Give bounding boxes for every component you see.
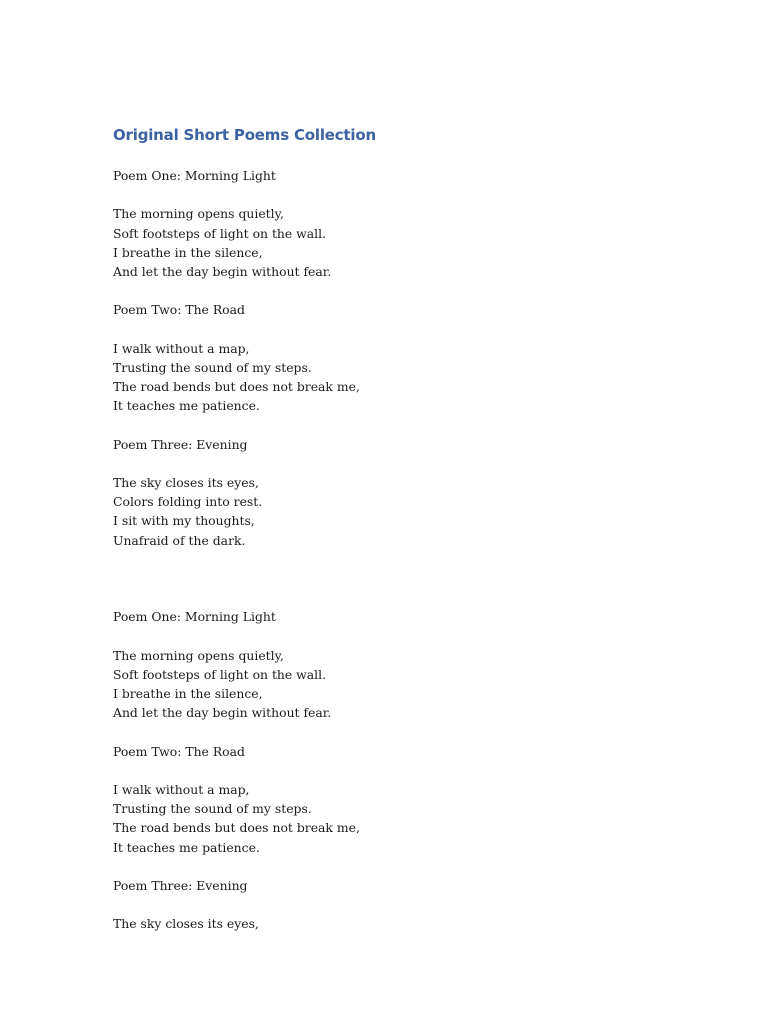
- poem-3: [113, 876, 673, 934]
- poem-line: Trusting the sound of my steps.: [113, 801, 312, 817]
- poem-line: Colors folding into rest.: [113, 494, 263, 510]
- poem-line: And let the day begin without fear.: [113, 705, 332, 721]
- document-body: [113, 124, 673, 934]
- poem-line: It teaches me patience.: [113, 398, 260, 414]
- poem-section-2: [113, 607, 673, 933]
- poem-2: [113, 300, 673, 434]
- poem-line: Unafraid of the dark.: [113, 532, 246, 548]
- poem-line: I walk without a map,: [113, 782, 250, 798]
- poem-section-1: [113, 166, 673, 550]
- document-title: Original Short Poems Collection: [113, 126, 376, 144]
- poem-line: I breathe in the silence,: [113, 244, 263, 260]
- poem-heading: Poem Two: The Road: [113, 302, 245, 318]
- poem-line: Soft footsteps of light on the wall.: [113, 225, 327, 241]
- poem-3: [113, 435, 673, 550]
- poem-1: [113, 607, 673, 741]
- poem-1: [113, 166, 673, 300]
- poem-2: [113, 742, 673, 876]
- poem-line: Trusting the sound of my steps.: [113, 359, 312, 375]
- poem-line: I breathe in the silence,: [113, 686, 263, 702]
- poem-line: The road bends but does not break me,: [113, 379, 360, 395]
- poem-line: The sky closes its eyes,: [113, 475, 259, 490]
- poem-heading: Poem One: Morning Light: [113, 609, 276, 625]
- poem-heading: Poem Two: The Road: [113, 743, 245, 759]
- poem-line: The sky closes its eyes,: [113, 916, 259, 932]
- poem-heading: Poem Three: Evening: [113, 877, 248, 893]
- poem-line: The road bends but does not break me,: [113, 820, 360, 836]
- poem-line: I sit with my thoughts,: [113, 513, 255, 529]
- poem-line: It teaches me patience.: [113, 839, 260, 855]
- poem-line: Soft footsteps of light on the wall.: [113, 666, 327, 682]
- poem-line: The morning opens quietly,: [113, 206, 284, 222]
- poem-line: The morning opens quietly,: [113, 647, 284, 663]
- poem-heading: Poem Three: Evening: [113, 436, 248, 452]
- poem-line: I walk without a map,: [113, 340, 250, 356]
- poem-line: And let the day begin without fear.: [113, 263, 332, 279]
- poem-heading: Poem One: Morning Light: [113, 168, 276, 183]
